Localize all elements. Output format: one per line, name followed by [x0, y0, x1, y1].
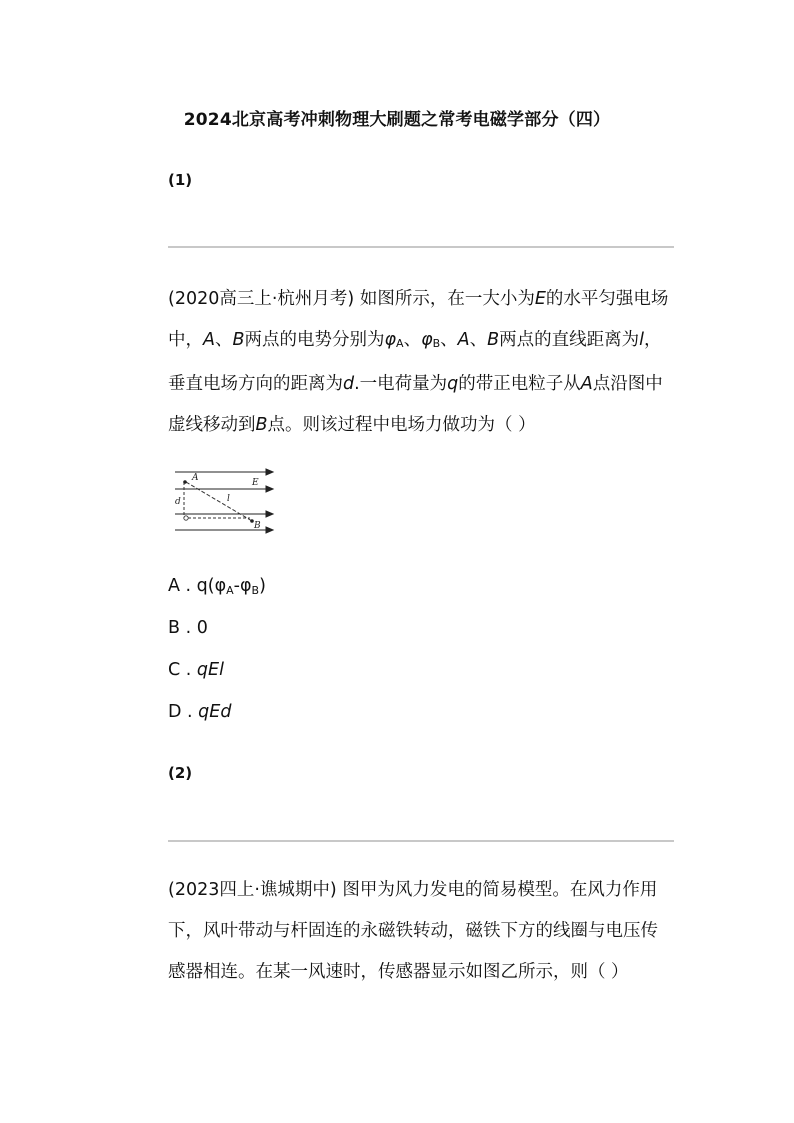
option-subscript: B	[251, 584, 260, 597]
question-2-line-2: 下，风叶带动与杆固连的永磁铁转动，磁铁下方的线圈与电压传	[168, 921, 658, 941]
option-text: -φ	[233, 576, 252, 596]
label-e: E	[252, 478, 259, 488]
stem-subscript: B	[432, 337, 441, 350]
stem-var-q: q	[447, 374, 459, 394]
stem-text: 的带正电粒子从	[458, 374, 581, 394]
option-a[interactable]	[168, 574, 266, 603]
stem-var-B: B	[232, 330, 245, 350]
stem-text: 点。则该过程中电场力做功为（ ）	[267, 415, 536, 435]
stem-text: ， 垂直电场方向的距离为	[168, 330, 662, 394]
question-2-source: (2023四上·谯城期中)	[168, 880, 337, 900]
question-1-stem	[168, 279, 678, 446]
label-l: l	[227, 494, 230, 504]
point-a	[183, 480, 187, 484]
document-title: 2024北京高考冲刺物理大刷题之常考电磁学部分（四）	[183, 110, 611, 130]
option-d[interactable]	[168, 700, 231, 724]
question-1-source: (2020高三上·杭州月考)	[168, 289, 355, 309]
divider-1	[168, 246, 674, 248]
option-text: )	[259, 576, 266, 596]
option-text: D .	[168, 702, 199, 722]
stem-var-phi: φ	[421, 330, 433, 350]
divider-2	[168, 840, 674, 842]
stem-var-B: B	[487, 330, 500, 350]
option-text: B . 0	[168, 618, 208, 638]
question-2-line-3: 感器相连。在某一风速时，传感器显示如图乙所示，则（ ）	[168, 962, 629, 982]
option-text: C .	[168, 660, 197, 680]
question-2-line-1	[168, 870, 678, 911]
option-c[interactable]	[168, 658, 224, 682]
stem-var-phi: φ	[384, 330, 397, 350]
stem-text: 两点的直线距离为	[499, 330, 640, 350]
option-b[interactable]	[168, 616, 208, 640]
stem-text: .一电荷量为	[354, 374, 448, 394]
stem-text: 的水平匀强电场中，	[168, 289, 669, 350]
stem-var-A: A	[203, 330, 215, 350]
option-math: qEd	[198, 702, 232, 722]
stem-var-A: A	[457, 330, 470, 350]
stem-text: 两点的电势分别为	[244, 330, 385, 350]
question-number-2: (2)	[168, 764, 193, 782]
stem-text: 、	[403, 330, 422, 350]
option-subscript: A	[226, 584, 234, 597]
stem-text: 、	[469, 330, 488, 350]
question-number-1: (1)	[168, 171, 193, 189]
stem-text: 图甲为风力发电的简易模型。在风力作用	[336, 880, 658, 900]
stem-var-E: E	[534, 289, 546, 309]
stem-subscript: A	[396, 337, 404, 350]
question-2-stem	[168, 870, 678, 993]
label-d: d	[175, 497, 181, 507]
label-b: B	[254, 521, 261, 531]
electric-field-figure	[170, 466, 280, 538]
stem-text: 如图所示，在一大小为	[354, 289, 535, 309]
stem-var-d: d	[343, 374, 355, 394]
option-text: A . q(φ	[168, 576, 227, 596]
option-math: qEl	[196, 660, 224, 680]
path-a-to-b	[186, 482, 252, 521]
label-a: A	[192, 473, 199, 483]
stem-var-l: l	[639, 330, 645, 350]
stem-var-A: A	[580, 374, 593, 394]
stem-text: 、	[440, 330, 458, 350]
stem-text: 点沿图中虚线移动到	[168, 374, 663, 435]
stem-var-B: B	[255, 415, 268, 435]
stem-text: 、	[214, 330, 233, 350]
